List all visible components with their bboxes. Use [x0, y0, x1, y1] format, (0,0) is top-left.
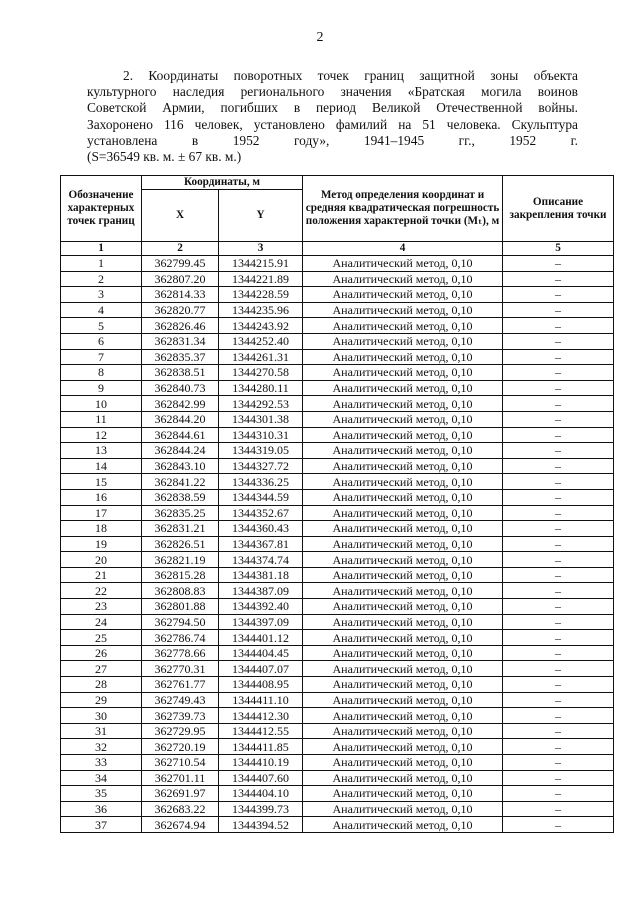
point-number-cell: 18: [61, 521, 142, 537]
description-cell: –: [503, 443, 614, 459]
description-cell: –: [503, 271, 614, 287]
y-coordinate-cell: 1344367.81: [219, 536, 303, 552]
y-coordinate-cell: 1344235.96: [219, 302, 303, 318]
method-cell: Аналитический метод, 0,10: [303, 755, 503, 771]
table-row: [61, 770, 614, 786]
point-number-cell: 15: [61, 474, 142, 490]
header-coordinates: Координаты, м: [142, 176, 303, 190]
y-coordinate-cell: 1344410.19: [219, 755, 303, 771]
method-cell: Аналитический метод, 0,10: [303, 739, 503, 755]
x-coordinate-cell: 362835.25: [142, 505, 219, 521]
description-cell: –: [503, 474, 614, 490]
method-cell: Аналитический метод, 0,10: [303, 645, 503, 661]
description-cell: –: [503, 349, 614, 365]
table-row: [61, 583, 614, 599]
point-number-cell: 33: [61, 755, 142, 771]
description-cell: –: [503, 411, 614, 427]
y-coordinate-cell: 1344399.73: [219, 801, 303, 817]
x-coordinate-cell: 362807.20: [142, 271, 219, 287]
description-cell: –: [503, 755, 614, 771]
x-coordinate-cell: 362720.19: [142, 739, 219, 755]
y-coordinate-cell: 1344228.59: [219, 287, 303, 303]
table-row: [61, 630, 614, 646]
intro-line: 2. Координаты поворотных точек границ защитной зоны объекта: [123, 68, 578, 83]
y-coordinate-cell: 1344392.40: [219, 599, 303, 615]
method-cell: Аналитический метод, 0,10: [303, 786, 503, 802]
method-cell: Аналитический метод, 0,10: [303, 801, 503, 817]
y-coordinate-cell: 1344411.10: [219, 692, 303, 708]
y-coordinate-cell: 1344412.30: [219, 708, 303, 724]
column-number: 4: [303, 242, 503, 256]
x-coordinate-cell: 362729.95: [142, 723, 219, 739]
x-coordinate-cell: 362786.74: [142, 630, 219, 646]
x-coordinate-cell: 362808.83: [142, 583, 219, 599]
y-coordinate-cell: 1344381.18: [219, 567, 303, 583]
method-cell: Аналитический метод, 0,10: [303, 723, 503, 739]
y-coordinate-cell: 1344360.43: [219, 521, 303, 537]
x-coordinate-cell: 362778.66: [142, 645, 219, 661]
point-number-cell: 17: [61, 505, 142, 521]
table-row: [61, 318, 614, 334]
description-cell: –: [503, 552, 614, 568]
point-number-cell: 19: [61, 536, 142, 552]
table-row: [61, 505, 614, 521]
table-row: [61, 614, 614, 630]
table-row: [61, 411, 614, 427]
section-heading-paragraph: [87, 68, 578, 165]
x-coordinate-cell: 362739.73: [142, 708, 219, 724]
table-row: [61, 349, 614, 365]
y-coordinate-cell: 1344261.31: [219, 349, 303, 365]
description-cell: –: [503, 739, 614, 755]
table-row: [61, 458, 614, 474]
point-number-cell: 22: [61, 583, 142, 599]
coordinates-table: [60, 175, 614, 833]
table-row: [61, 801, 614, 817]
point-number-cell: 32: [61, 739, 142, 755]
method-cell: Аналитический метод, 0,10: [303, 661, 503, 677]
point-number-cell: 29: [61, 692, 142, 708]
method-cell: Аналитический метод, 0,10: [303, 567, 503, 583]
description-cell: –: [503, 458, 614, 474]
x-coordinate-cell: 362701.11: [142, 770, 219, 786]
method-cell: Аналитический метод, 0,10: [303, 677, 503, 693]
x-coordinate-cell: 362841.22: [142, 474, 219, 490]
x-coordinate-cell: 362842.99: [142, 396, 219, 412]
x-coordinate-cell: 362691.97: [142, 786, 219, 802]
method-cell: Аналитический метод, 0,10: [303, 349, 503, 365]
y-coordinate-cell: 1344327.72: [219, 458, 303, 474]
method-cell: Аналитический метод, 0,10: [303, 505, 503, 521]
table-row: [61, 692, 614, 708]
table-row: [61, 708, 614, 724]
point-number-cell: 1: [61, 256, 142, 272]
method-cell: Аналитический метод, 0,10: [303, 302, 503, 318]
intro-line: установлена в 1952 году», 1941–1945 гг., 1952 г.: [87, 132, 578, 148]
point-number-cell: 9: [61, 380, 142, 396]
table-body: [61, 256, 614, 833]
description-cell: –: [503, 505, 614, 521]
y-coordinate-cell: 1344411.85: [219, 739, 303, 755]
table-row: [61, 489, 614, 505]
method-cell: Аналитический метод, 0,10: [303, 396, 503, 412]
x-coordinate-cell: 362710.54: [142, 755, 219, 771]
table-row: [61, 365, 614, 381]
y-coordinate-cell: 1344404.10: [219, 786, 303, 802]
method-cell: Аналитический метод, 0,10: [303, 489, 503, 505]
table-row: [61, 739, 614, 755]
description-cell: –: [503, 677, 614, 693]
table-row: [61, 521, 614, 537]
method-cell: Аналитический метод, 0,10: [303, 271, 503, 287]
x-coordinate-cell: 362801.88: [142, 599, 219, 615]
y-coordinate-cell: 1344310.31: [219, 427, 303, 443]
x-coordinate-cell: 362794.50: [142, 614, 219, 630]
point-number-cell: 27: [61, 661, 142, 677]
point-number-cell: 7: [61, 349, 142, 365]
description-cell: –: [503, 583, 614, 599]
y-coordinate-cell: 1344319.05: [219, 443, 303, 459]
method-cell: Аналитический метод, 0,10: [303, 614, 503, 630]
table-row: [61, 333, 614, 349]
description-cell: –: [503, 287, 614, 303]
description-cell: –: [503, 396, 614, 412]
y-coordinate-cell: 1344344.59: [219, 489, 303, 505]
point-number-cell: 11: [61, 411, 142, 427]
method-cell: Аналитический метод, 0,10: [303, 411, 503, 427]
method-cell: Аналитический метод, 0,10: [303, 287, 503, 303]
point-number-cell: 37: [61, 817, 142, 833]
method-cell: Аналитический метод, 0,10: [303, 630, 503, 646]
method-cell: Аналитический метод, 0,10: [303, 380, 503, 396]
table-row: [61, 256, 614, 272]
column-number: 1: [61, 242, 142, 256]
y-coordinate-cell: 1344336.25: [219, 474, 303, 490]
table-row: [61, 723, 614, 739]
x-coordinate-cell: 362826.51: [142, 536, 219, 552]
x-coordinate-cell: 362820.77: [142, 302, 219, 318]
description-cell: –: [503, 786, 614, 802]
intro-line: Советской Армии, погибших в период Великой Отечественной войны.: [87, 100, 578, 116]
method-cell: Аналитический метод, 0,10: [303, 443, 503, 459]
point-number-cell: 31: [61, 723, 142, 739]
header-y: Y: [219, 190, 303, 242]
point-number-cell: 2: [61, 271, 142, 287]
description-cell: –: [503, 817, 614, 833]
x-coordinate-cell: 362821.19: [142, 552, 219, 568]
y-coordinate-cell: 1344215.91: [219, 256, 303, 272]
table-row: [61, 755, 614, 771]
column-number: 2: [142, 242, 219, 256]
y-coordinate-cell: 1344401.12: [219, 630, 303, 646]
method-cell: Аналитический метод, 0,10: [303, 770, 503, 786]
table-row: [61, 786, 614, 802]
description-cell: –: [503, 536, 614, 552]
point-number-cell: 20: [61, 552, 142, 568]
table-row: [61, 817, 614, 833]
intro-line: культурного наследия регионального значения «Братская могила воинов: [87, 84, 578, 100]
y-coordinate-cell: 1344243.92: [219, 318, 303, 334]
point-number-cell: 12: [61, 427, 142, 443]
method-cell: Аналитический метод, 0,10: [303, 599, 503, 615]
method-cell: Аналитический метод, 0,10: [303, 536, 503, 552]
table-row: [61, 302, 614, 318]
description-cell: –: [503, 708, 614, 724]
table-row: [61, 427, 614, 443]
description-cell: –: [503, 302, 614, 318]
point-number-cell: 13: [61, 443, 142, 459]
method-cell: Аналитический метод, 0,10: [303, 708, 503, 724]
point-number-cell: 30: [61, 708, 142, 724]
y-coordinate-cell: 1344408.95: [219, 677, 303, 693]
x-coordinate-cell: 362838.59: [142, 489, 219, 505]
x-coordinate-cell: 362831.21: [142, 521, 219, 537]
description-cell: –: [503, 489, 614, 505]
method-cell: Аналитический метод, 0,10: [303, 256, 503, 272]
method-cell: Аналитический метод, 0,10: [303, 817, 503, 833]
table-row: [61, 380, 614, 396]
table-row: [61, 443, 614, 459]
description-cell: –: [503, 380, 614, 396]
y-coordinate-cell: 1344301.38: [219, 411, 303, 427]
x-coordinate-cell: 362761.77: [142, 677, 219, 693]
x-coordinate-cell: 362835.37: [142, 349, 219, 365]
column-number: 3: [219, 242, 303, 256]
description-cell: –: [503, 645, 614, 661]
method-cell: Аналитический метод, 0,10: [303, 474, 503, 490]
method-cell: Аналитический метод, 0,10: [303, 552, 503, 568]
x-coordinate-cell: 362799.45: [142, 256, 219, 272]
point-number-cell: 5: [61, 318, 142, 334]
header-designation: Обозначение характерных точек границ: [61, 176, 142, 242]
description-cell: –: [503, 801, 614, 817]
y-coordinate-cell: 1344387.09: [219, 583, 303, 599]
table-row: [61, 396, 614, 412]
x-coordinate-cell: 362815.28: [142, 567, 219, 583]
x-coordinate-cell: 362674.94: [142, 817, 219, 833]
table-row: [61, 474, 614, 490]
x-coordinate-cell: 362814.33: [142, 287, 219, 303]
method-cell: Аналитический метод, 0,10: [303, 427, 503, 443]
header-method: Метод определения координат и средняя квадратическая погрешность положения характерной точки (Mₜ), м: [303, 176, 503, 242]
point-number-cell: 35: [61, 786, 142, 802]
description-cell: –: [503, 333, 614, 349]
x-coordinate-cell: 362844.61: [142, 427, 219, 443]
x-coordinate-cell: 362683.22: [142, 801, 219, 817]
point-number-cell: 21: [61, 567, 142, 583]
point-number-cell: 14: [61, 458, 142, 474]
point-number-cell: 16: [61, 489, 142, 505]
description-cell: –: [503, 614, 614, 630]
point-number-cell: 24: [61, 614, 142, 630]
point-number-cell: 8: [61, 365, 142, 381]
y-coordinate-cell: 1344221.89: [219, 271, 303, 287]
x-coordinate-cell: 362843.10: [142, 458, 219, 474]
point-number-cell: 26: [61, 645, 142, 661]
page-number: 2: [316, 30, 324, 45]
x-coordinate-cell: 362826.46: [142, 318, 219, 334]
description-cell: –: [503, 692, 614, 708]
point-number-cell: 3: [61, 287, 142, 303]
point-number-cell: 28: [61, 677, 142, 693]
table-row: [61, 677, 614, 693]
table-row: [61, 552, 614, 568]
y-coordinate-cell: 1344397.09: [219, 614, 303, 630]
table-row: [61, 567, 614, 583]
point-number-cell: 6: [61, 333, 142, 349]
table-row: [61, 661, 614, 677]
table-row: [61, 536, 614, 552]
column-number: 5: [503, 242, 614, 256]
description-cell: –: [503, 256, 614, 272]
intro-line: (S=36549 кв. м. ± 67 кв. м.): [87, 149, 242, 165]
point-number-cell: 25: [61, 630, 142, 646]
x-coordinate-cell: 362844.24: [142, 443, 219, 459]
y-coordinate-cell: 1344292.53: [219, 396, 303, 412]
x-coordinate-cell: 362844.20: [142, 411, 219, 427]
table-row: [61, 599, 614, 615]
description-cell: –: [503, 365, 614, 381]
x-coordinate-cell: 362831.34: [142, 333, 219, 349]
method-cell: Аналитический метод, 0,10: [303, 458, 503, 474]
point-number-cell: 4: [61, 302, 142, 318]
point-number-cell: 34: [61, 770, 142, 786]
y-coordinate-cell: 1344374.74: [219, 552, 303, 568]
y-coordinate-cell: 1344352.67: [219, 505, 303, 521]
y-coordinate-cell: 1344412.55: [219, 723, 303, 739]
header-description: Описание закрепления точки: [503, 176, 614, 242]
y-coordinate-cell: 1344252.40: [219, 333, 303, 349]
x-coordinate-cell: 362749.43: [142, 692, 219, 708]
method-cell: Аналитический метод, 0,10: [303, 318, 503, 334]
description-cell: –: [503, 318, 614, 334]
table-row: [61, 287, 614, 303]
method-cell: Аналитический метод, 0,10: [303, 365, 503, 381]
y-coordinate-cell: 1344394.52: [219, 817, 303, 833]
table-row: [61, 645, 614, 661]
intro-line: Захоронено 116 человек, установлено фамилий на 51 человека. Скульптура: [87, 116, 578, 132]
method-cell: Аналитический метод, 0,10: [303, 521, 503, 537]
description-cell: –: [503, 630, 614, 646]
description-cell: –: [503, 661, 614, 677]
y-coordinate-cell: 1344270.58: [219, 365, 303, 381]
point-number-cell: 10: [61, 396, 142, 412]
y-coordinate-cell: 1344280.11: [219, 380, 303, 396]
x-coordinate-cell: 362838.51: [142, 365, 219, 381]
y-coordinate-cell: 1344407.60: [219, 770, 303, 786]
header-x: X: [142, 190, 219, 242]
description-cell: –: [503, 599, 614, 615]
method-cell: Аналитический метод, 0,10: [303, 583, 503, 599]
description-cell: –: [503, 521, 614, 537]
y-coordinate-cell: 1344407.07: [219, 661, 303, 677]
description-cell: –: [503, 567, 614, 583]
method-cell: Аналитический метод, 0,10: [303, 333, 503, 349]
y-coordinate-cell: 1344404.45: [219, 645, 303, 661]
description-cell: –: [503, 723, 614, 739]
point-number-cell: 36: [61, 801, 142, 817]
description-cell: –: [503, 427, 614, 443]
point-number-cell: 23: [61, 599, 142, 615]
description-cell: –: [503, 770, 614, 786]
x-coordinate-cell: 362770.31: [142, 661, 219, 677]
table-row: [61, 271, 614, 287]
x-coordinate-cell: 362840.73: [142, 380, 219, 396]
method-cell: Аналитический метод, 0,10: [303, 692, 503, 708]
